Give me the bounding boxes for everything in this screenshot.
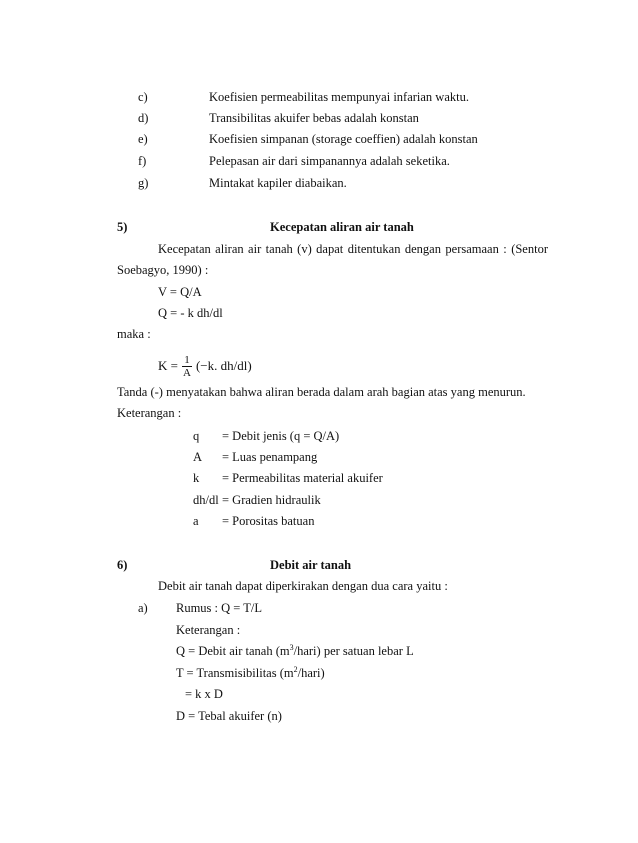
legend-symbol: a [193, 514, 199, 528]
t-definition [176, 665, 325, 681]
list-marker: c) [138, 90, 148, 104]
legend-desc: = Luas penampang [222, 450, 318, 464]
legend-desc: = Permeabilitas material akuifer [222, 471, 383, 485]
item-marker: a) [138, 601, 148, 615]
legend-desc: = Gradien hidraulik [222, 493, 321, 507]
section-number: 6) [117, 558, 128, 572]
section-title: Debit air tanah [270, 558, 352, 572]
keterangan-label: Keterangan : [176, 623, 241, 637]
formula-denominator: A [182, 366, 191, 379]
legend-symbol: k [193, 471, 200, 485]
list-item-text: Koefisien simpanan (storage coeffien) adalah konstan [209, 132, 478, 146]
formula-lhs: K = [158, 358, 178, 373]
legend-symbol: dh/dl [193, 493, 219, 507]
section-number: 5) [117, 220, 128, 234]
list-marker: f) [138, 154, 147, 168]
formula-numerator: 1 [184, 353, 190, 366]
keterangan-label: Keterangan : [117, 406, 182, 420]
d-definition: D = Tebal akuifer (n) [176, 709, 282, 723]
q-definition-text: Q = Debit air tanah (m [176, 644, 290, 658]
paragraph-line: Kecepatan aliran air tanah (v) dapat ditentukan dengan persamaan : (Sentor [158, 242, 548, 256]
list-item-text: Transibilitas akuifer bebas adalah konstan [209, 111, 419, 125]
list-item-text: Koefisien permeabilitas mempunyai infarian waktu. [209, 90, 469, 104]
superscript: 2 [293, 664, 298, 674]
list-item-text: Pelepasan air dari simpanannya adalah seketika. [209, 154, 450, 168]
list-item-text: Mintakat kapiler diabaikan. [209, 176, 347, 190]
list-marker: d) [138, 111, 149, 125]
q-definition-text: /hari) per satuan lebar L [293, 644, 414, 658]
legend-desc: = Debit jenis (q = Q/A) [222, 429, 340, 443]
paragraph-line: Soebagyo, 1990) : [117, 263, 209, 277]
q-definition [176, 643, 414, 659]
formula-fraction [181, 354, 193, 379]
t-equation: = k x D [185, 687, 223, 701]
intro-text: Debit air tanah dapat diperkirakan dengan dua cara yaitu : [158, 579, 448, 593]
statement-text: Tanda (-) menyatakan bahwa aliran berada dalam arah bagian atas yang menurun. [117, 385, 526, 399]
list-marker: g) [138, 176, 149, 190]
equation: Q = - k dh/dl [158, 306, 223, 320]
legend-desc: = Porositas batuan [222, 514, 315, 528]
equation: V = Q/A [158, 285, 202, 299]
list-marker: e) [138, 132, 148, 146]
legend-symbol: A [193, 450, 203, 464]
formula-rhs: (−k. dh/dl) [195, 358, 252, 373]
section-title: Kecepatan aliran air tanah [270, 220, 414, 234]
legend-symbol: q [193, 429, 200, 443]
superscript: 3 [289, 642, 294, 652]
t-definition-text: /hari) [297, 666, 325, 680]
velocity-formula [158, 350, 252, 382]
t-definition-text: T = Transmisibilitas (m [176, 666, 294, 680]
rumus-text: Rumus : Q = T/L [176, 601, 262, 615]
maka-label: maka : [117, 327, 151, 341]
